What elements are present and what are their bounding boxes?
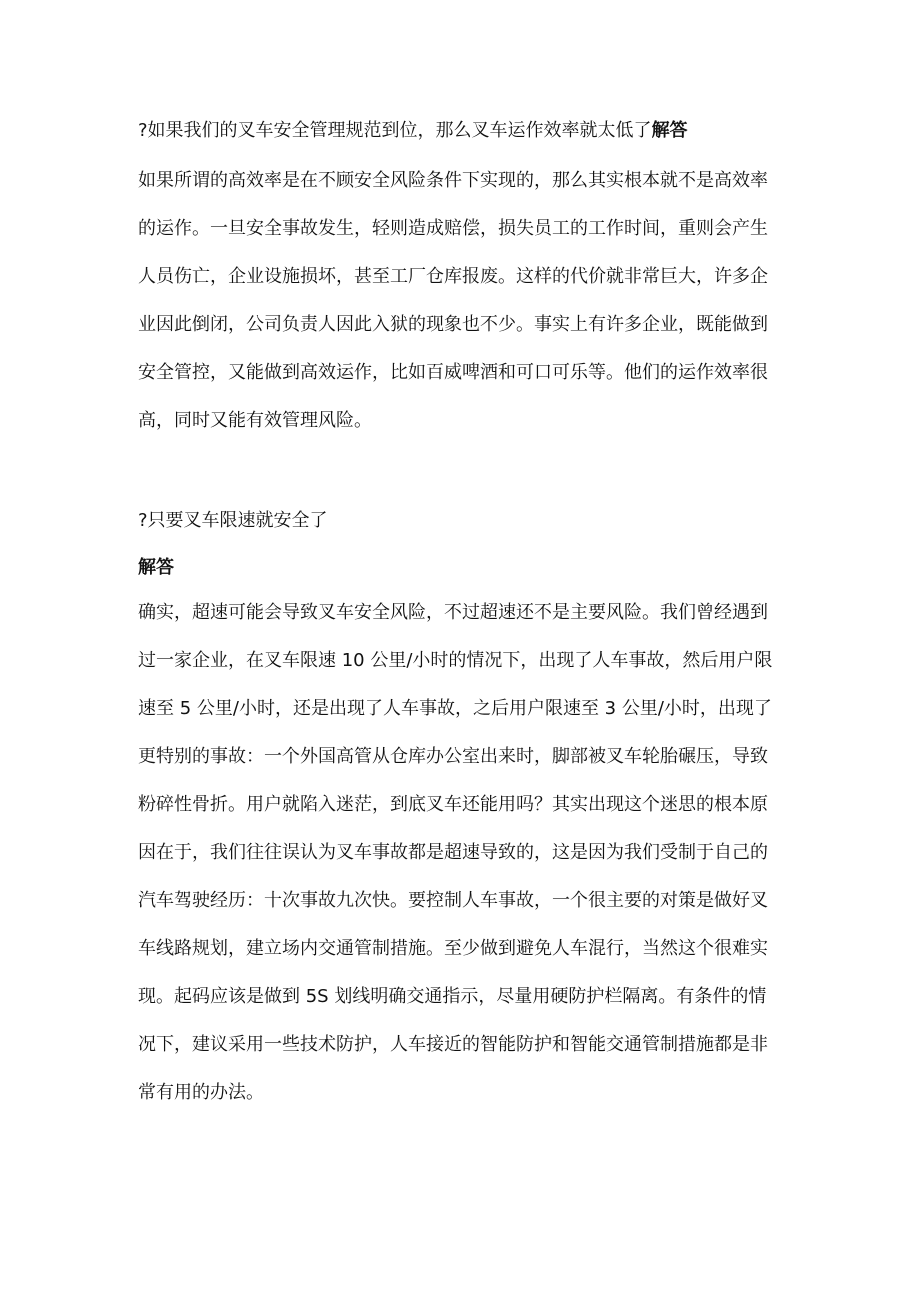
paragraph-line: 现。起码应该是做到 5S 划线明确交通指示，尽量用硬防护栏隔离。有条件的情 <box>138 986 767 1007</box>
paragraph-line: 车线路规划，建立场内交通管制措施。至少做到避免人车混行，当然这个很难实 <box>138 938 768 959</box>
paragraph-line: 的运作。一旦安全事故发生，轻则造成赔偿，损失员工的工作时间，重则会产生 <box>138 218 768 239</box>
paragraph-line: 人员伤亡，企业设施损坏，甚至工厂仓库报废。这样的代价就非常巨大，许多企 <box>138 266 768 287</box>
paragraph-line: 确实，超速可能会导致叉车安全风险，不过超速还不是主要风险。我们曾经遇到 <box>138 602 768 623</box>
paragraph-line: 汽车驾驶经历：十次事故九次快。要控制人车事故，一个很主要的对策是做好叉 <box>138 890 768 911</box>
paragraph-line: 粉碎性骨折。用户就陷入迷茫，到底叉车还能用吗？其实出现这个迷思的根本原 <box>138 794 768 815</box>
paragraph-line: 过一家企业，在叉车限速 10 公里/小时的情况下，出现了人车事故，然后用户限 <box>138 650 773 671</box>
question-1-text: ?如果我们的叉车安全管理规范到位，那么叉车运作效率就太低了 <box>138 120 652 141</box>
paragraph-line: 业因此倒闭，公司负责人因此入狱的现象也不少。事实上有许多企业，既能做到 <box>138 314 768 335</box>
question-2-text: ?只要叉车限速就安全了 <box>138 510 328 531</box>
answer-1-label: 解答 <box>651 120 688 141</box>
answer-2-label: 解答 <box>138 557 174 578</box>
paragraph-line: 常有用的办法。 <box>138 1082 264 1103</box>
paragraph-line: 因在于，我们往往误认为叉车事故都是超速导致的，这是因为我们受制于自己的 <box>138 842 768 863</box>
question-1-heading <box>138 118 688 144</box>
question-2-heading <box>138 508 328 534</box>
paragraph-line: 速至 5 公里/小时，还是出现了人车事故，之后用户限速至 3 公里/小时，出现了 <box>138 698 772 719</box>
paragraph-line: 如果所谓的高效率是在不顾安全风险条件下实现的，那么其实根本就不是高效率 <box>138 170 768 191</box>
paragraph-line: 况下，建议采用一些技术防护，人车接近的智能防护和智能交通管制措施都是非 <box>138 1034 768 1055</box>
paragraph-line: 更特别的事故：一个外国高管从仓库办公室出来时，脚部被叉车轮胎碾压，导致 <box>138 746 768 767</box>
paragraph-line: 安全管控，又能做到高效运作，比如百威啤酒和可口可乐等。他们的运作效率很 <box>138 362 768 383</box>
paragraph-line: 高，同时又能有效管理风险。 <box>138 410 372 431</box>
